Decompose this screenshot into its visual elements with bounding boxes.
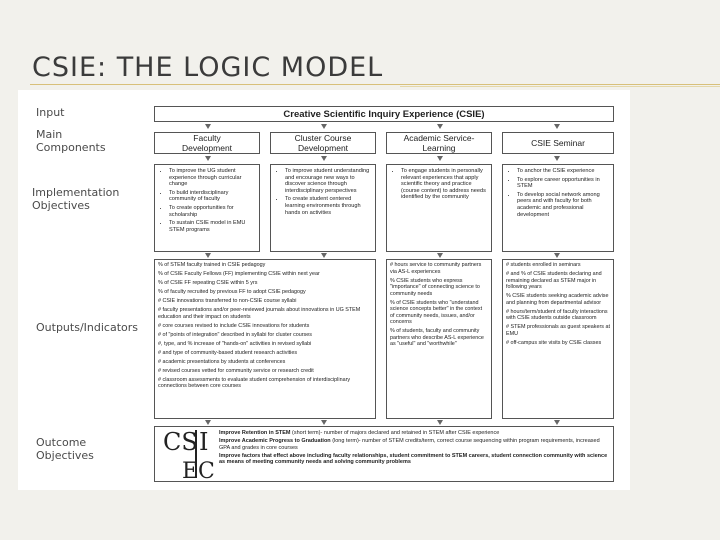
arrow-input-3 [437, 124, 443, 129]
output-item: # core courses revised to include CSIE innovations for students [158, 322, 310, 329]
arrow-obj-2 [321, 253, 327, 258]
outcome-progress-desc: (long term)- number of STEM credits/term, correct course sequencing within program requirements, increased GPA and grades in core courses [219, 438, 600, 451]
arrow-input-4 [554, 124, 560, 129]
objective-item: • To create opportunities for scholarship [169, 205, 256, 218]
output-item: # CSIE innovations transferred to non-CSIE course syllabi [158, 298, 297, 304]
output-item: # academic presentations by students at conferences [158, 358, 286, 365]
outcome-progress [219, 438, 609, 451]
output-item: # hours/term/student of faculty interactions with CSIE students outside classroom [506, 308, 608, 321]
svg-text:C: C [198, 459, 215, 484]
arrow-comp-2 [321, 156, 327, 161]
output-item: # of "points of integration" described in syllabi for cluster courses [158, 331, 312, 338]
output-item: # students enrolled in seminars [506, 262, 581, 268]
title-underline-accent [400, 86, 720, 87]
output-item: % of faculty recruited by previous FF to adopt CSIE pedagogy [158, 289, 306, 295]
output-item: # and type of community-based student research activities [158, 349, 298, 356]
output-item: #, type, and % increase of "hands-on" activities in revised syllabi [158, 340, 312, 347]
outputs-seminar [502, 259, 614, 419]
arrow-obj-3 [437, 253, 443, 258]
objectives-service-learning [386, 164, 492, 252]
arrow-out-3 [437, 420, 443, 425]
objectives-faculty [154, 164, 260, 252]
outcome-objectives-box [154, 426, 614, 482]
input-box [154, 106, 614, 122]
component-academic-service-learning [386, 132, 492, 154]
arrow-comp-3 [437, 156, 443, 161]
output-item: % CSIE students seeking academic advise and planning from departmental advisor [506, 293, 609, 306]
objective-item: • To build interdisciplinary community of faculty [169, 190, 256, 203]
objective-item: • To improve student understanding and encourage new ways to discover science through interdisciplinary perspectives [285, 168, 372, 194]
outputs-service-learning [386, 259, 492, 419]
title-underline [30, 84, 720, 85]
arrow-obj-1 [205, 253, 211, 258]
outputs-faculty-cluster [154, 259, 376, 419]
outcome-retention [219, 430, 609, 437]
arrow-comp-1 [205, 156, 211, 161]
arrow-input-1 [205, 124, 211, 129]
component-label: CSIE Seminar [531, 138, 585, 148]
label-input: Input [36, 106, 65, 119]
output-item: # revised courses vetted for community service or research credit [158, 367, 314, 374]
arrow-out-2 [321, 420, 327, 425]
objective-item: • To anchor the CSIE experience [517, 168, 610, 175]
arrow-out-4 [554, 420, 560, 425]
output-item: # hours service to community partners via AS-L experiences [390, 262, 482, 275]
objective-item: • To engage students in personally relevant experiences that apply scientific theory and practice (course content) to address needs identified by the community [401, 168, 488, 201]
output-item: % of CSIE students who "understand science concepts better" in the context of community needs, issues, and/or concerns [390, 299, 483, 325]
objectives-cluster [270, 164, 376, 252]
label-implementation-objectives: Implementation Objectives [32, 186, 120, 212]
outcome-retention-desc: (short term)- number of majors declared and retained in STEM after CSIE experience [290, 430, 500, 436]
component-csie-seminar [502, 132, 614, 154]
component-faculty-development [154, 132, 260, 154]
input-title: Creative Scientific Inquiry Experience (CSIE) [283, 108, 485, 120]
component-cluster-course-development [270, 132, 376, 154]
outcome-retention-title: Improve Retention in STEM [219, 430, 291, 436]
objective-item: • To explore career opportunities in STEM [517, 177, 610, 190]
label-main-components: Main Components [36, 128, 106, 154]
component-label: Cluster Course Development [294, 133, 352, 153]
objectives-seminar [502, 164, 614, 252]
svg-text:E: E [182, 459, 199, 484]
label-outcome-objectives: Outcome Objectives [36, 436, 94, 462]
output-item: # STEM professionals as guest speakers at EMU [506, 324, 610, 337]
arrow-comp-4 [554, 156, 560, 161]
csie-logo [162, 424, 218, 486]
output-item: # faculty presentations and/or peer-reviewed journals about innovations in UG STEM education and their impact on students [158, 307, 361, 320]
svg-text:I: I [199, 428, 209, 456]
arrow-obj-4 [554, 253, 560, 258]
objective-item: • To sustain CSIE model in EMU STEM programs [169, 220, 256, 233]
output-item: % CSIE students who express "importance" of connecting science to community needs [390, 277, 480, 297]
component-label: Faculty Development [181, 133, 233, 153]
component-label: Academic Service-Learning [403, 133, 475, 153]
arrow-input-2 [321, 124, 327, 129]
output-item: # and % of CSIE students declaring and remaining declared as STEM major in following years [506, 271, 602, 290]
output-item: # classroom assessments to evaluate student comprehension of interdisciplinary connections between core courses [158, 376, 351, 389]
output-item: % of CSIE FF repeating CSIE within 5 yrs [158, 280, 258, 286]
svg-text:CS: CS [163, 428, 198, 456]
output-item: % of students, faculty and community partners who describe AS-L experience as "useful" and "worthwhile" [390, 328, 484, 347]
csie-logo-mark [162, 424, 218, 486]
objective-item: • To develop social network among peers and with faculty for both academic and professional development [517, 192, 610, 218]
output-item: % of STEM faculty trained in CSIE pedagogy [158, 262, 266, 268]
slide-title: CSIE: THE LOGIC MODEL [32, 52, 384, 83]
output-item: # off-campus site visits by CSIE classes [506, 339, 602, 346]
outcome-progress-title: Improve Academic Progress to Graduation [219, 438, 331, 445]
output-item: % of CSIE Faculty Fellows (FF) implementing CSIE within next year [158, 271, 320, 277]
label-outputs-indicators: Outputs/Indicators [36, 321, 138, 334]
outcome-factors-title: Improve factors that effect above including faculty relationships, student commitment to STEM careers, student connection community with science as means of meeting community needs and solving community problems [219, 452, 608, 466]
objective-item: • To improve the UG student experience through curricular change [169, 168, 256, 188]
objective-item: • To create student centered learning environments through hands on activities [285, 196, 372, 216]
outcome-factors [219, 453, 609, 466]
logic-model-panel [18, 90, 630, 490]
